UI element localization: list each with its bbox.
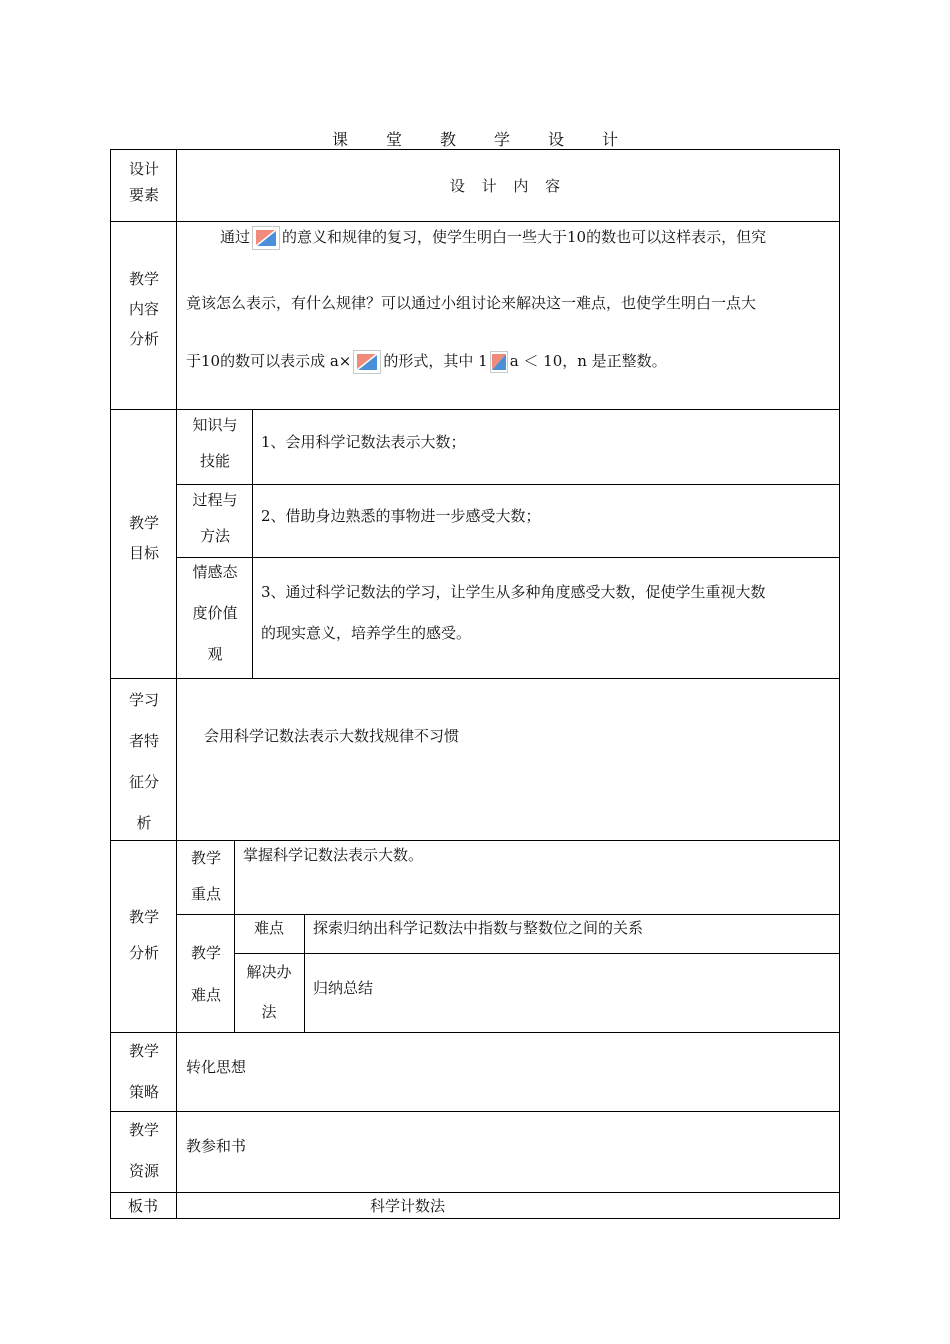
title-char: 课 bbox=[331, 130, 348, 149]
strategy-text: 转化思想 bbox=[186, 1058, 247, 1076]
title-char: 设 bbox=[548, 130, 565, 149]
table-border bbox=[110, 1032, 840, 1033]
table-border bbox=[176, 484, 840, 485]
analysis-label: 教学分析 bbox=[128, 908, 159, 962]
objectives-label: 教学目标 bbox=[128, 514, 159, 562]
learner-label: 学习者特征分析 bbox=[128, 691, 159, 832]
table-border bbox=[304, 914, 305, 1032]
resources-text: 教参和书 bbox=[186, 1137, 247, 1155]
content-analysis-line3: 于10的数可以表示成 a× 的形式，其中 1 a ＜ 10，n 是正整数。 bbox=[186, 350, 667, 374]
title-char: 学 bbox=[494, 130, 511, 149]
content-analysis-line2: 竟该怎么表示，有什么规律？可以通过小组讨论来解决这一难点，也使学生明白一点大 bbox=[186, 294, 757, 312]
header-element-label: 设计要素 bbox=[129, 160, 160, 204]
table-border bbox=[110, 149, 111, 1218]
table-border bbox=[110, 1111, 840, 1112]
table-border bbox=[839, 149, 840, 1218]
broken-image-icon bbox=[490, 351, 508, 373]
table-border bbox=[176, 914, 840, 915]
title-char: 计 bbox=[602, 130, 619, 149]
table-border bbox=[234, 953, 840, 954]
board-label: 板书 bbox=[127, 1197, 158, 1215]
objective-text-attitude-2: 的现实意义，培养学生的感受。 bbox=[261, 624, 472, 642]
difficulty-text: 探索归纳出科学记数法中指数与整数位之间的关系 bbox=[313, 919, 644, 937]
objective-text-attitude-1: 3、通过科学记数法的学习，让学生从多种角度感受大数，促使学生重视大数 bbox=[261, 583, 766, 601]
strategy-label: 教学策略 bbox=[128, 1042, 159, 1101]
title-char: 堂 bbox=[385, 130, 402, 149]
objective-text-knowledge: 1、会用科学记数法表示大数； bbox=[261, 433, 466, 451]
resources-label: 教学资源 bbox=[128, 1121, 159, 1180]
objective-label-knowledge: 知识与技能 bbox=[192, 416, 238, 470]
content-analysis-label: 教学内容分析 bbox=[128, 270, 159, 348]
page-title bbox=[0, 127, 950, 150]
table-border bbox=[110, 149, 840, 150]
header-content-label: 设 计 内 容 bbox=[449, 177, 567, 195]
difficulty-label: 教学难点 bbox=[190, 944, 221, 1004]
table-border bbox=[176, 557, 840, 558]
objective-label-attitude: 情感态度价值观 bbox=[192, 563, 238, 663]
content-analysis-line1: 通过 的意义和规律的复习，使学生明白一些大于10的数也可以这样表示，但究 bbox=[220, 226, 766, 250]
table-border bbox=[110, 221, 840, 222]
key-point-label: 教学重点 bbox=[190, 849, 221, 903]
board-text: 科学计数法 bbox=[370, 1197, 446, 1215]
difficulty-sub-label: 难点 bbox=[253, 919, 284, 937]
table-border bbox=[252, 409, 253, 678]
solution-text: 归纳总结 bbox=[313, 979, 374, 997]
title-char: 教 bbox=[439, 130, 456, 149]
objective-text-process: 2、借助身边熟悉的事物进一步感受大数； bbox=[261, 507, 541, 525]
table-border bbox=[110, 1218, 840, 1219]
table-border bbox=[110, 678, 840, 679]
broken-image-icon bbox=[252, 226, 280, 250]
broken-image-icon bbox=[353, 350, 381, 374]
objective-label-process: 过程与方法 bbox=[192, 491, 238, 545]
table-border bbox=[110, 1192, 840, 1193]
solution-label: 解决办法 bbox=[246, 963, 292, 1021]
learner-text: 会用科学记数法表示大数找规律不习惯 bbox=[204, 727, 460, 745]
table-border bbox=[176, 149, 177, 1218]
key-point-text: 掌握科学记数法表示大数。 bbox=[243, 846, 424, 864]
